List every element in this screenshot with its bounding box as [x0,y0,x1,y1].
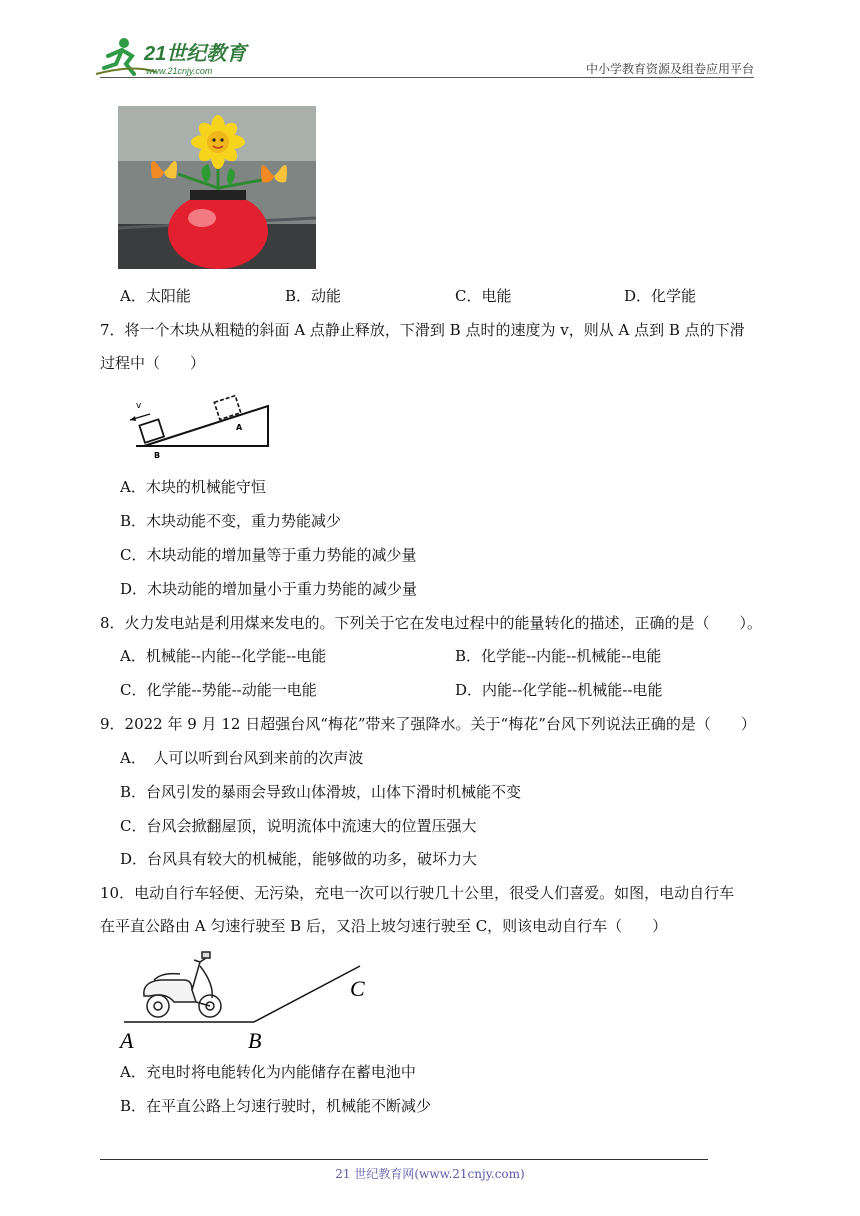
header-platform-text: 中小学教育资源及组卷应用平台 [585,62,754,76]
label-a: A [120,1028,134,1053]
q6-option-d[interactable]: D．化学能 [624,287,697,305]
label-a: A [236,423,243,432]
q9-option-a[interactable]: A． 人可以听到台风到来前的次声波 [120,749,364,767]
q7-option-d[interactable]: D．木块动能的增加量小于重力势能的减少量 [120,580,418,598]
q7-option-b[interactable]: B．木块动能不变，重力势能减少 [120,512,342,530]
q8-stem: 8．火力发电站是利用煤来发电的。下列关于它在发电过程中的能量转化的描述，正确的是（ ）。 [100,614,763,632]
q9-stem: 9．2022 年 9 月 12 日超强台风“梅花”带来了强降水。关于“梅花”台风下列说法正确的是（ ） [100,715,756,733]
footer-text[interactable]: 21 世纪教育网(www.21cnjy.com) [335,1167,525,1181]
incline-diagram [124,392,274,462]
q6-option-c[interactable]: C．电能 [455,287,512,305]
q8-option-a[interactable]: A．机械能--内能--化学能--电能 [120,647,327,665]
q8-option-c[interactable]: C．化学能--势能--动能一电能 [120,681,317,699]
logo-url: www.21cnjy.com [146,66,213,76]
solar-flower-toy-image [118,106,316,269]
q7-option-a[interactable]: A．木块的机械能守恒 [120,478,266,496]
q6-option-b[interactable]: B．动能 [285,287,342,305]
q8-option-d[interactable]: D．内能--化学能--机械能--电能 [455,681,663,699]
q7-option-c[interactable]: C．木块动能的增加量等于重力势能的减少量 [120,546,417,564]
ebike-icon [144,952,221,1017]
q10-option-a[interactable]: A．充电时将电能转化为内能储存在蓄电池中 [120,1063,416,1081]
block-at-b [139,419,164,442]
label-b: B [154,451,161,460]
q10-stem-line1: 10．电动自行车轻便、无污染，充电一次可以行驶几十公里，很受人们喜爱。如图，电动自行车 [100,884,735,902]
header-divider [100,77,754,78]
q10-option-b[interactable]: B．在平直公路上匀速行驶时，机械能不断减少 [120,1097,432,1115]
footer-divider [100,1159,708,1160]
label-c: C [350,976,365,1001]
q9-option-c[interactable]: C．台风会掀翻屋顶，说明流体中流速大的位置压强大 [120,817,477,835]
q9-option-b[interactable]: B．台风引发的暴雨会导致山体滑坡，山体下滑时机械能不变 [120,783,522,801]
q9-option-d[interactable]: D．台风具有较大的机械能，能够做的功多，破坏力大 [120,850,478,868]
q10-stem-line2: 在平直公路由 A 匀速行驶至 B 后，又沿上坡匀速行驶至 C，则该电动自行车（ ） [100,917,668,935]
q6-option-a[interactable]: A．太阳能 [120,287,191,305]
label-v: v [136,401,142,411]
site-logo [94,34,264,78]
q7-stem-line2: 过程中（ ） [100,354,206,372]
logo-text: 21世纪教育 [144,43,247,65]
q8-option-b[interactable]: B．化学能--内能--机械能--电能 [455,647,662,665]
q7-stem-line1: 7．将一个木块从粗糙的斜面 A 点静止释放，下滑到 B 点时的速度为 v，则从 A 点到 B 点的下滑 [100,321,745,339]
label-b: B [248,1028,262,1053]
ebike-road-diagram [114,944,374,1054]
